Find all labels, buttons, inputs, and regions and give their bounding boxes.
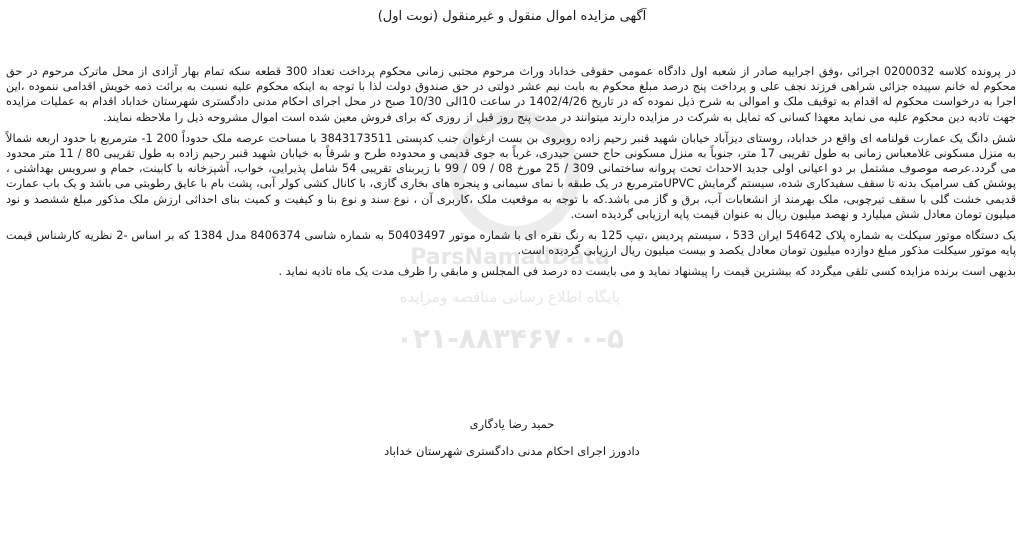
watermark-phone: ۰۲۱-۸۸۳۴۶۷۰۰-۵ xyxy=(395,322,625,355)
watermark-brand: ParsNamadData xyxy=(410,245,610,270)
signer-name: حمید رضا یادگاری xyxy=(469,417,555,431)
notice-paragraph-property: شش دانگ یک عمارت قولنامه ای واقع در خداباد، روستای دیزآباد خیابان شهید قنبر رحیم زاده روبروی بن بست ارغوان جنب کدپستی 3843173511 با مساحت عرصه ملک حدوداً 200 1- مترمربع با حدود اربعه شمالاً به منزل مسکونی غلامعباس زمانی به طول تقریبی 17 متر، جنوباً به منزل مسکونی حاج حسن حیدری، غرباً به جوی قدیمی و محدوده طرح و شرقاً به خیابان شهید قنبر رحیم زاده به طول تقریبی 80 / 11 متر محدود می گردد.عرصه موصوف مشتمل بر دو اعیانی اولی جدید الاحداث تحت پروانه ساختمانی 309 / 25 مورخ 08 / 09 / 99 با زیربنای تقریبی 54 شامل پذیرایی، خواب، آشپزخانه با کابینت، حمام و سرویس بهداشتی ، پوشش کف سرامیک بدنه تا سقف سفیدکاری شده، سیستم گرمایش UPVCمترمربع در یک طبقه با نمای سیمانی و پنجره های بخاری گازی، با کانال کشی کولر آبی، پشت بام با عایق رطوبتی می باشد و یک باب عمارت قدیمی خشت گلی با سقف تیرچوبی، ملک بهرمند از انشعابات آب، برق و گاز می باشد.که با توجه به موقعیت ملک ،کاربری آن ، نوع سند و نوع بنا و کیفیت و کمیت بنای احداثی ارزش ملک مذکور مبلغ ششصد و نود میلیون تومان معادل شش میلیارد و نهصد میلیون ریال به عنوان قیمت پایه ارزیابی گردیده است. xyxy=(6,131,1017,221)
notice-paragraph-motorcycle: یک دستگاه موتور سیکلت به شماره پلاک 54642 ایران 533 ، سیستم پردیس ،تیپ 125 به رنگ نقره ای با شماره موتور 50403497 به شماره شاسی 8406374 مدل 1384 که بر اساس -2 نظریه کارشناس قیمت پایه موتور سیکلت مذکور مبلغ دوازده میلیون تومان معادل یکصد و بیست میلیون ریال ارزیابی گردیده است. xyxy=(6,229,1017,258)
notice-body xyxy=(6,64,1016,280)
notice-title: آگهی مزایده اموال منقول و غیرمنقول (نوبت اول) xyxy=(377,9,647,24)
signature-block xyxy=(0,416,1024,470)
watermark-subtitle: پایگاه اطلاع رسانی مناقصه ومزایده xyxy=(399,288,621,306)
notice-paragraph-terms: بدیهی است برنده مزایده کسی تلقی میگردد که بیشترین قیمت را پیشنهاد نماید و می بایست ده درصد فی المجلس و مابقی را ظرف مدت یک ماه تادیه نماید . xyxy=(278,265,1016,279)
signer-title: دادورز اجرای احکام مدنی دادگستری شهرستان خداباد xyxy=(384,444,640,458)
notice-paragraph-intro: در پرونده کلاسه 0200032 اجرائی ،وفق اجراییه صادر از شعبه اول دادگاه عمومی حقوقی خداباد وراث مرحوم مجتبی زمانی محکوم پرداخت تعداد 300 قطعه سکه تمام بهار آزادی از محل ماترک مرحوم در حق محکوم له خانم سپیده جزائی شراهی فرزند نجف علی و پرداخت پنج درصد مبلغ محکوم به بابت نیم عشر دولتی در حق صندوق دولت لذا با توجه به اینکه محکوم علیه نسبت به برائت ذمه خویش اقدامی ننموده ،این اجرا به درخواست محکوم له اقدام به توقیف ملک و اموالی به شرح ذیل نموده که در تاریخ 1402/4/26 در ساعت 10الی 10/30 صبح در محل اجرای احکام مدنی دادگستری شهرستان خداباد اقدام به عملیات مزایده جهت تادیه دین محکوم علیه می نماید معهذا کسانی که تمایل به شرکت در مزایده دارند میتوانند در مدت پنج روز قبل از روزی که برای فروش معین شده است اموال مشروحه ذیل را ملاحظه نمایند. xyxy=(6,65,1016,124)
